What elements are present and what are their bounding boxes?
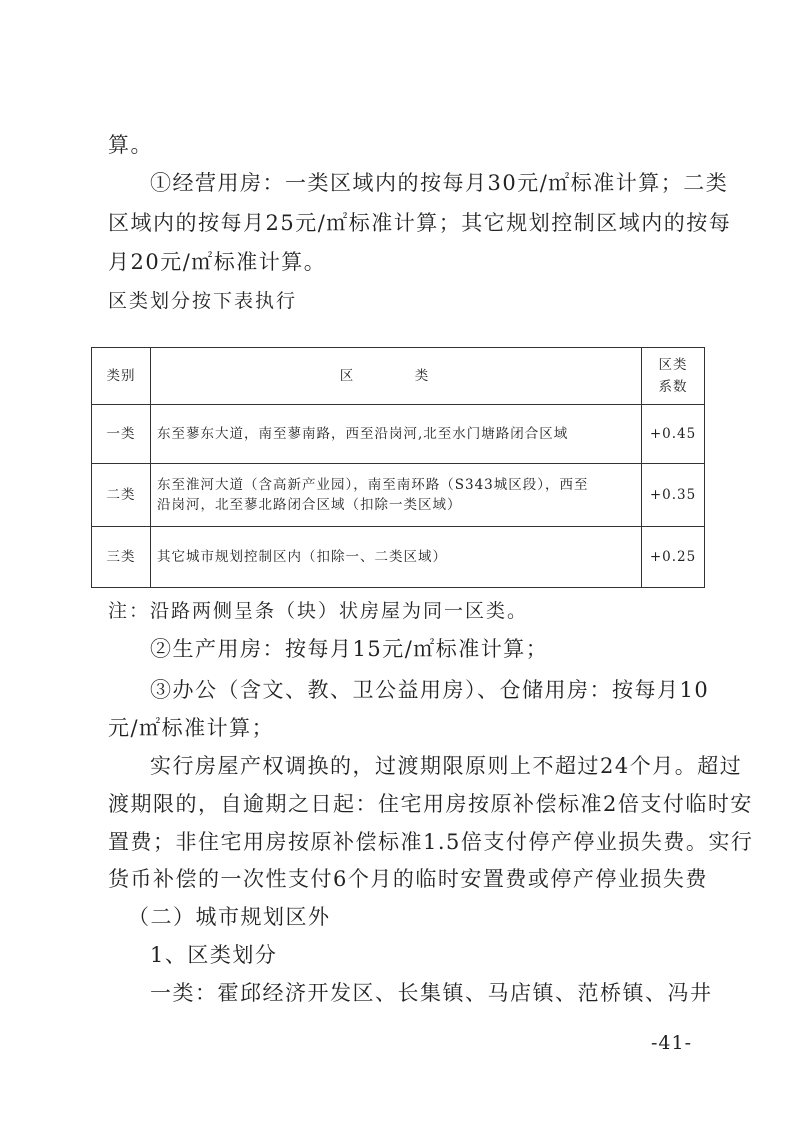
page-number: -41-	[651, 1032, 693, 1054]
row-area-line1: 东至淮河大道（含高新产业园），南至南环路（S343城区段），西至	[157, 477, 589, 493]
header-coefficient	[642, 348, 705, 405]
text-line: 一类：霍邱经济开发区、长集镇、马店镇、范桥镇、冯井	[150, 981, 713, 1005]
header-area: 区 类	[151, 348, 642, 405]
row-category: 二类	[92, 464, 151, 527]
table-header-row	[92, 348, 705, 405]
text-line: 渡期限的，自逾期之日起：住宅用房按原补偿标准2倍支付临时安	[108, 792, 753, 816]
row-coefficient: +0.45	[642, 405, 705, 464]
row-coefficient: +0.25	[642, 527, 705, 588]
row-area	[151, 464, 642, 527]
text-line: ③办公（含文、教、卫公益用房）、仓储用房：按每月10	[150, 678, 710, 702]
text-line: ①经营用房：一类区域内的按每月30元/㎡标准计算；二类	[150, 171, 729, 195]
row-area: 东至蓼东大道，南至蓼南路，西至沿岗河,北至水门塘路闭合区域	[151, 405, 642, 464]
row-area: 其它城市规划控制区内（扣除一、二类区域）	[151, 527, 642, 588]
text-line: 月20元/㎡标准计算。	[108, 250, 327, 274]
row-category: 三类	[92, 527, 151, 588]
row-category: 一类	[92, 405, 151, 464]
text-line: 算。	[108, 133, 153, 157]
text-line: 区域内的按每月25元/㎡标准计算；其它规划控制区域内的按每	[108, 211, 732, 235]
row-coefficient: +0.35	[642, 464, 705, 527]
subsection-heading: 1、区类划分	[150, 943, 278, 967]
text-line: 置费；非住宅用房按原补偿标准1.5倍支付停产停业损失费。实行	[108, 830, 754, 854]
table-row	[92, 464, 705, 527]
table-intro: 区类划分按下表执行	[108, 290, 298, 312]
text-line: ②生产用房：按每月15元/㎡标准计算；	[150, 637, 549, 661]
table-note: 注：沿路两侧呈条（块）状房屋为同一区类。	[108, 600, 529, 622]
zone-table	[91, 347, 705, 588]
header-coef-line2: 系数	[658, 379, 688, 395]
section-heading: （二）城市规划区外	[128, 905, 331, 929]
table-row	[92, 405, 705, 464]
text-line: 实行房屋产权调换的，过渡期限原则上不超过24个月。超过	[150, 754, 743, 778]
row-area-line2: 沿岗河，北至蓼北路闭合区域（扣除一类区域）	[157, 497, 462, 513]
header-category: 类别	[92, 348, 151, 405]
header-coef-line1: 区类	[658, 357, 688, 373]
table-row	[92, 527, 705, 588]
text-line: 元/㎡标准计算；	[108, 716, 275, 740]
text-line: 货币补偿的一次性支付6个月的临时安置费或停产停业损失费	[108, 867, 708, 891]
